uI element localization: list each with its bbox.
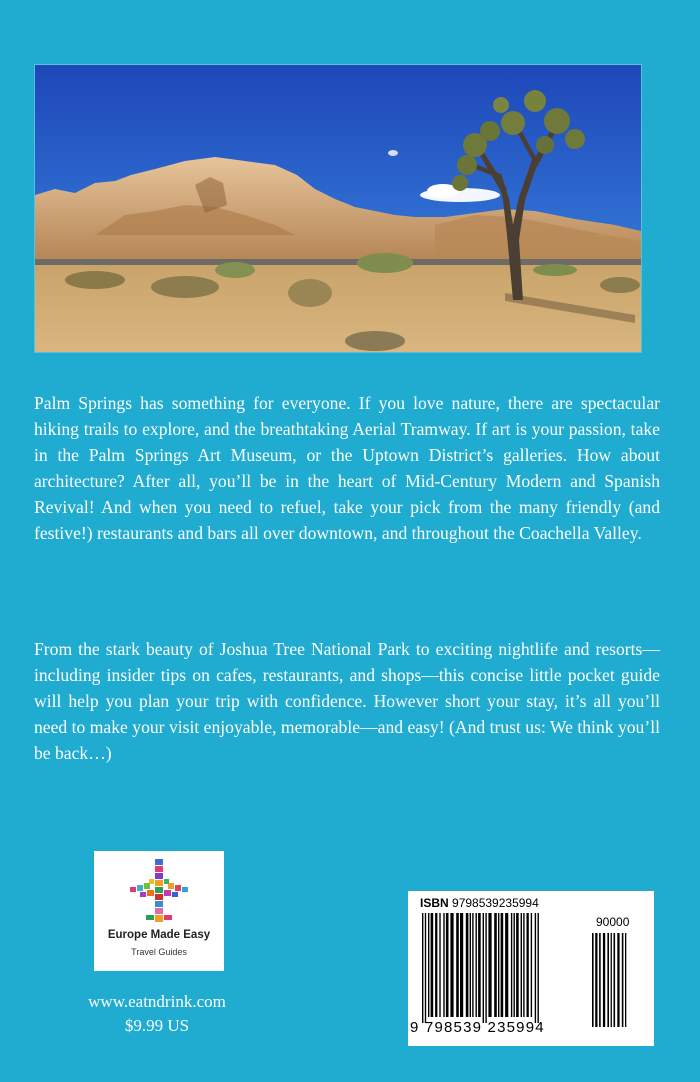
- book-price: $9.99 US: [124, 1016, 190, 1035]
- barcode-bar: [523, 913, 524, 1017]
- barcode-bar: [625, 933, 626, 1027]
- barcode-bar: [431, 913, 434, 1017]
- barcode-bar: [472, 913, 473, 1017]
- barcode-bar: [538, 913, 539, 1023]
- barcode-bar: [595, 933, 597, 1027]
- barcode-digits: 9 798539 235994: [410, 1019, 545, 1036]
- barcode-bar: [607, 933, 609, 1027]
- barcode-bar: [422, 913, 423, 1023]
- barcode-bar: [446, 913, 449, 1017]
- desert-landscape-illustration: [35, 65, 641, 352]
- barcode-bar: [450, 913, 453, 1017]
- isbn-barcode-block: [408, 891, 654, 1046]
- description-paragraph-1: Palm Springs has something for everyone. If you love nature, there are spectacular hiking trails to explore, and the breathtaking Aerial Tramway. If art is your passion, take in the Palm Springs Art Museum, or the Uptown District’s galleries. How about architecture? After all, you’ll be in the heart of Mid-Century Modern and Spanish Revival! And when you need to refuel, take your pick from the many friendly (and festive!) restaurants and bars all over downtown, and throughout the Coachella Valley.: [34, 393, 660, 543]
- barcode-bar: [514, 913, 515, 1017]
- barcode-price-code: 90000: [596, 915, 630, 929]
- barcode-bar: [511, 913, 512, 1017]
- barcode-bar: [460, 913, 463, 1017]
- isbn-number: 9798539235994: [452, 896, 539, 910]
- barcode-bar: [476, 913, 477, 1017]
- barcode-bar: [535, 913, 536, 1023]
- barcode-bar: [531, 913, 532, 1017]
- barcode-bar: [470, 913, 471, 1017]
- barcode-bar: [439, 913, 440, 1017]
- barcode-bar: [485, 913, 486, 1023]
- barcode-bar: [505, 913, 508, 1017]
- barcode-bar: [494, 913, 497, 1017]
- publisher-name: Europe Made Easy: [107, 929, 211, 941]
- barcode-bar: [614, 933, 616, 1027]
- barcode-bar: [603, 933, 605, 1027]
- publisher-website[interactable]: www.eatndrink.com: [88, 992, 226, 1011]
- airplane-mosaic-icon: [128, 857, 190, 929]
- barcode-bar: [521, 913, 522, 1017]
- barcode-bar: [622, 933, 624, 1027]
- barcode-bar: [488, 913, 491, 1017]
- barcode-bar: [456, 913, 459, 1017]
- barcode-bar: [527, 913, 529, 1017]
- barcode-bar: [501, 913, 504, 1017]
- barcode-bar: [498, 913, 499, 1017]
- publisher-logo: [94, 851, 224, 971]
- barcode-bar: [592, 933, 594, 1027]
- publisher-subtitle: Travel Guides: [131, 947, 187, 957]
- barcode-bar: [466, 913, 469, 1017]
- barcode-bar: [428, 913, 429, 1017]
- barcode-bar: [617, 933, 619, 1027]
- barcode-bar: [611, 933, 612, 1027]
- barcode-bar: [516, 913, 519, 1017]
- barcode-bar: [443, 913, 444, 1017]
- barcode-bar: [435, 913, 437, 1017]
- barcode-bar: [483, 913, 484, 1023]
- barcode-bar: [599, 933, 601, 1027]
- barcode-bar: [478, 913, 481, 1017]
- joshua-tree-desert-photo: [34, 64, 642, 353]
- isbn-prefix: ISBN: [420, 896, 449, 910]
- description-paragraph-2: From the stark beauty of Joshua Tree National Park to exciting nightlife and resorts—including insider tips on cafes, restaurants, and shops—this concise little pocket guide will help you plan your trip with confidence. However short your stay, it’s all you’ll need to make your visit enjoyable, memorable—and easy! (And trust us: We think you’ll be back…): [34, 639, 660, 763]
- barcode-bar: [425, 913, 426, 1023]
